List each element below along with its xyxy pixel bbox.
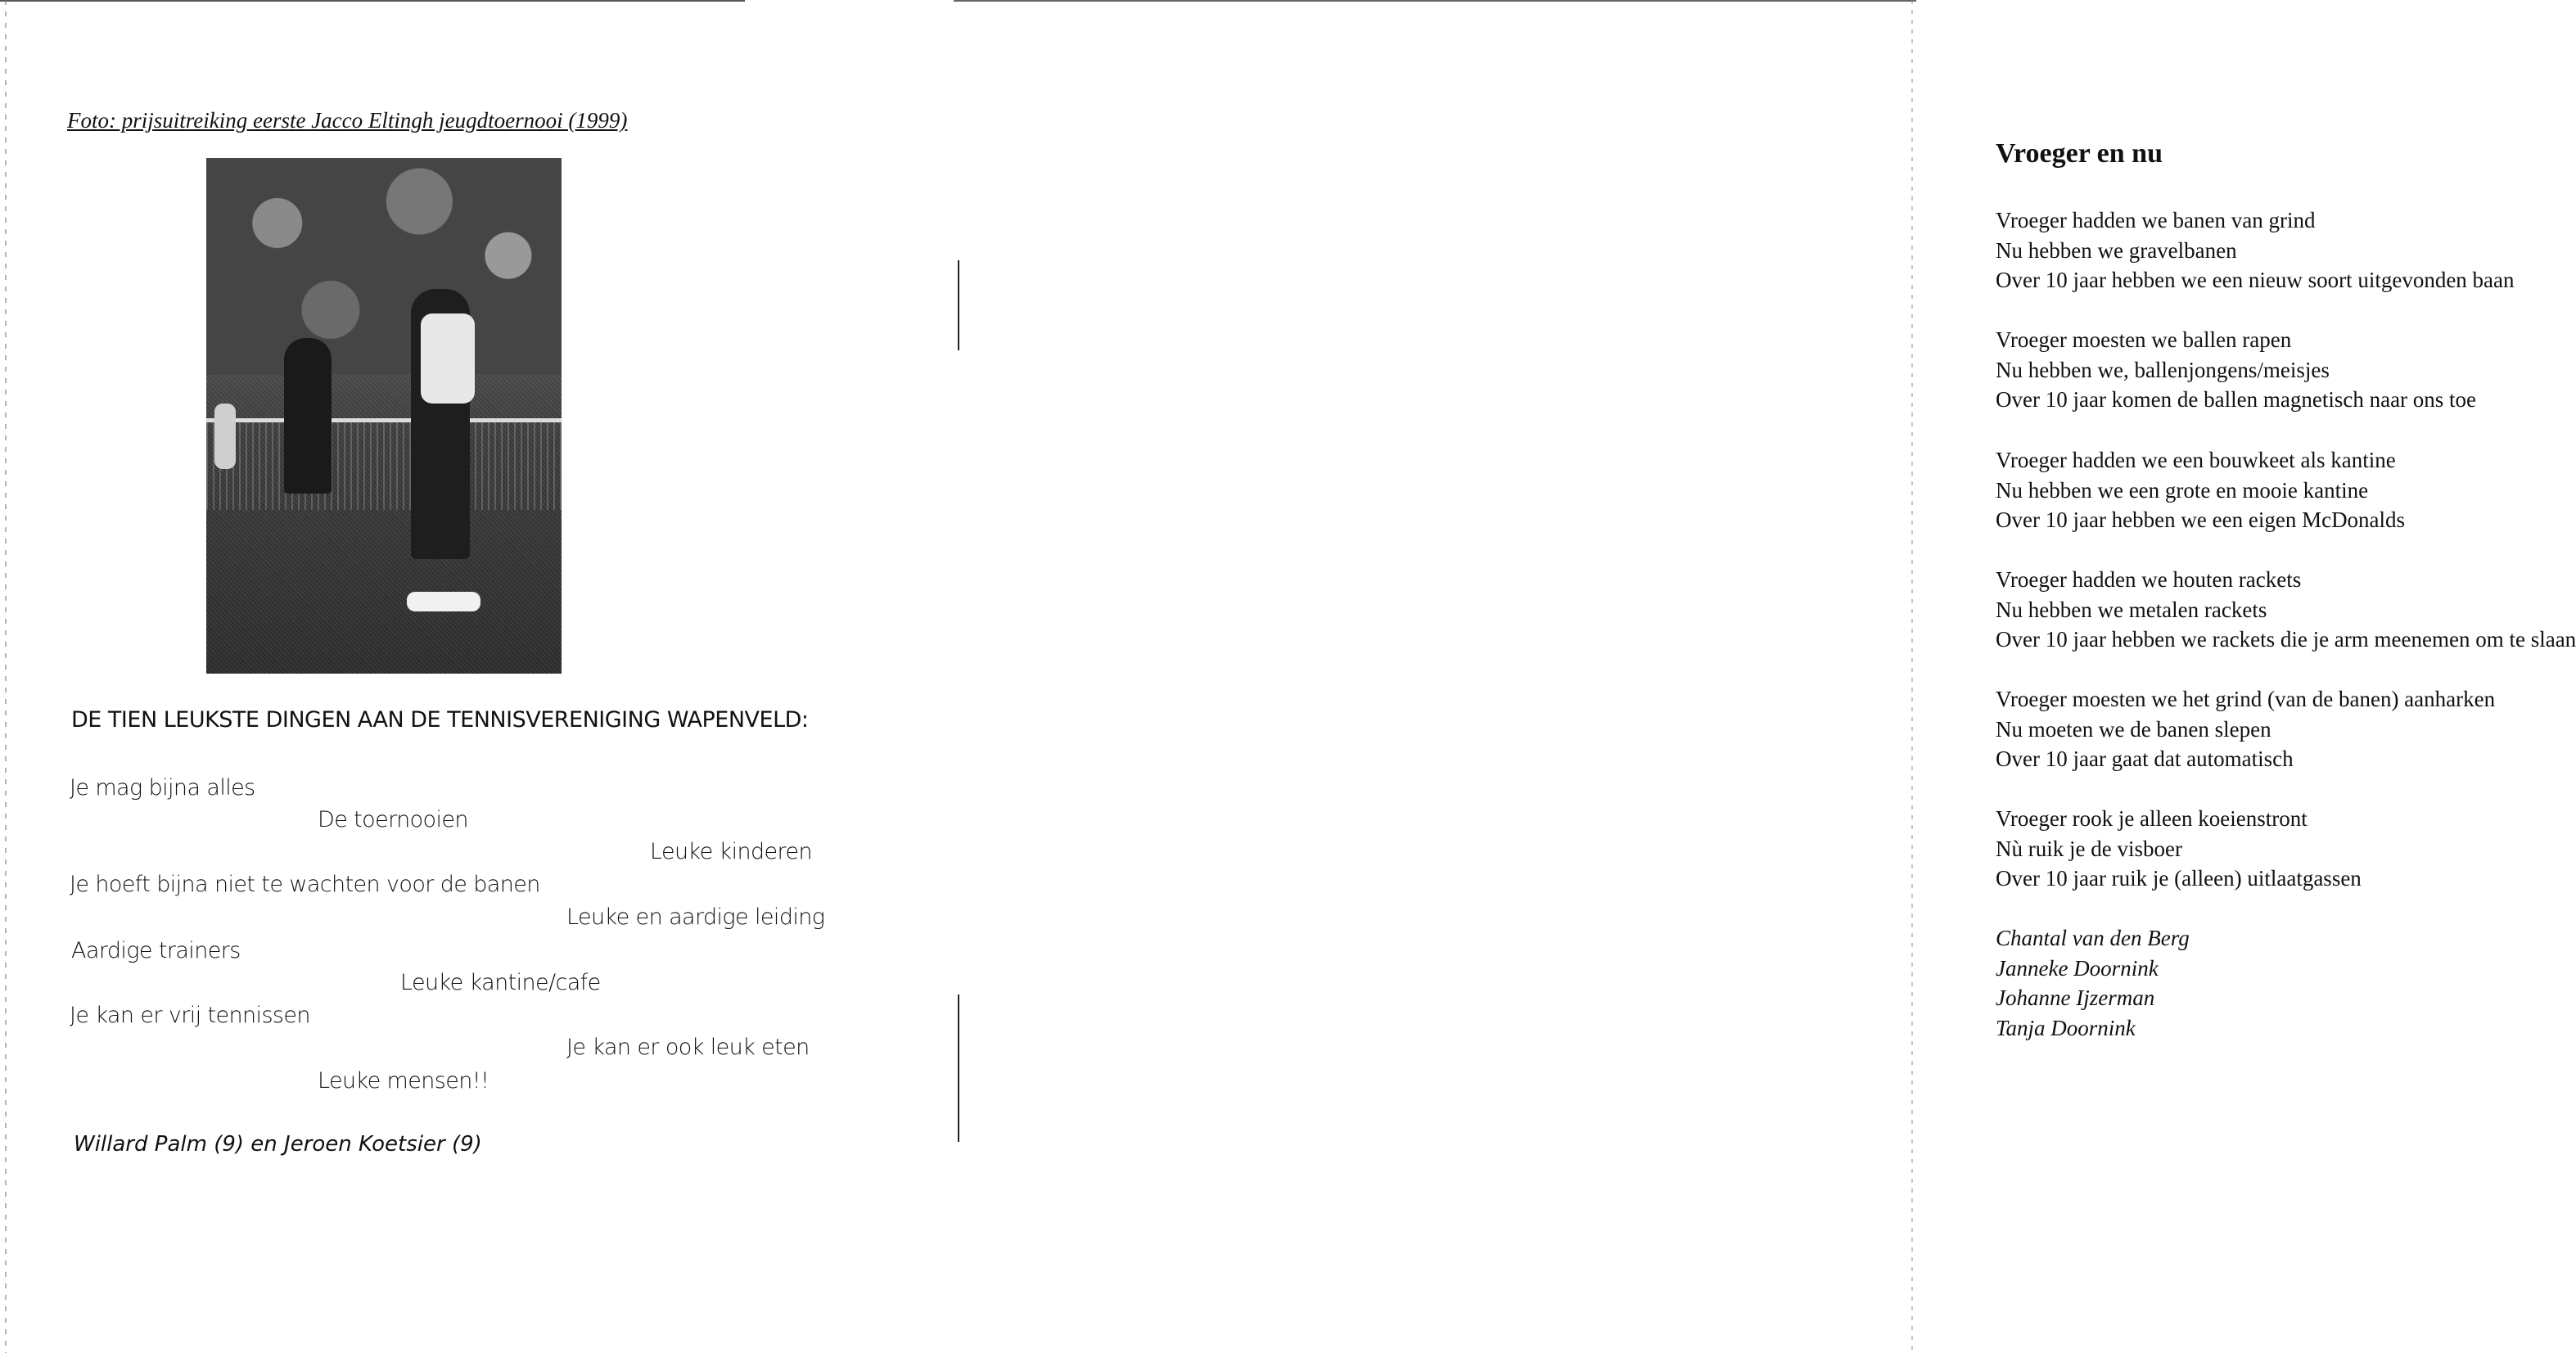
list-title: DE TIEN LEUKSTE DINGEN AAN DE TENNISVERENIGING WAPENVELD:	[71, 707, 809, 733]
author-name: Chantal van den Berg	[1996, 926, 2190, 950]
award-photo	[206, 158, 562, 674]
photo-child	[284, 338, 332, 494]
list-item: Je kan er ook leuk eten	[566, 1035, 810, 1060]
poem-title: Vroeger en nu	[1996, 138, 2163, 169]
poem-line: Over 10 jaar gaat dat automatisch	[1996, 746, 2294, 772]
photo-caption: Foto: prijsuitreiking eerste Jacco Eltingh jeugdtoernooi (1999)	[67, 108, 628, 133]
left-page	[0, 0, 958, 1353]
poem-line: Over 10 jaar hebben we een eigen McDonalds	[1996, 507, 2406, 533]
poem-stanza	[1996, 325, 2476, 415]
poem-line: Over 10 jaar hebben we een nieuw soort uitgevonden baan	[1996, 268, 2515, 293]
poem-stanza	[1996, 205, 2515, 295]
list-item: Je hoeft bijna niet te wachten voor de banen	[70, 872, 540, 897]
poem-line: Nu moeten we de banen slepen	[1996, 716, 2271, 742]
poem-line: Nu hebben we een grote en mooie kantine	[1996, 477, 2369, 503]
poem-line: Nu hebben we, ballenjongens/meisjes	[1996, 357, 2330, 382]
poem-stanza	[1996, 445, 2405, 535]
poem-stanza	[1996, 804, 2362, 894]
left-authors: Willard Palm (9) en Jeroen Koetsier (9)	[74, 1132, 482, 1157]
poem-stanza	[1996, 565, 2576, 655]
photo-tennis-net	[206, 420, 562, 510]
poem-line: Vroeger hadden we banen van grind	[1996, 208, 2316, 232]
list-item: Leuke en aardige leiding	[566, 904, 825, 930]
photo-shoes	[407, 592, 480, 611]
list-item: Leuke kinderen	[650, 839, 812, 864]
author-name: Tanja Doornink	[1996, 1015, 2136, 1040]
list-item: Je kan er vrij tennissen	[70, 1003, 310, 1028]
list-item: Leuke mensen!!	[318, 1068, 489, 1094]
poem-line: Over 10 jaar hebben we rackets die je arm meenemen om te slaan	[1996, 627, 2576, 652]
right-page	[958, 0, 2576, 1353]
list-item: Je mag bijna alles	[70, 775, 255, 801]
poem-line: Vroeger hadden we houten rackets	[1996, 567, 2302, 592]
photo-spectator	[214, 404, 236, 469]
list-item: Aardige trainers	[71, 938, 241, 963]
photo-trees	[206, 158, 562, 375]
list-item: Leuke kantine/cafe	[400, 970, 601, 995]
poem-line: Vroeger moesten we ballen rapen	[1996, 327, 2292, 352]
poem-line: Nu hebben we gravelbanen	[1996, 237, 2237, 263]
poem-line: Nu hebben we metalen rackets	[1996, 597, 2267, 622]
author-name: Janneke Doornink	[1996, 955, 2159, 981]
poem-line: Over 10 jaar ruik je (alleen) uitlaatgassen	[1996, 866, 2362, 891]
poem-line: Nù ruik je de visboer	[1996, 836, 2182, 861]
poem-line: Vroeger hadden we een bouwkeet als kantine	[1996, 448, 2396, 472]
list-item: De toernooien	[318, 807, 468, 832]
poem-line: Over 10 jaar komen de ballen magnetisch naar ons toe	[1996, 387, 2477, 413]
poem-stanza	[1996, 684, 2495, 774]
poem-line: Vroeger rook je alleen koeienstront	[1996, 806, 2308, 831]
author-name: Johanne Ijzerman	[1996, 985, 2155, 1011]
right-authors	[1996, 923, 2190, 1043]
poem-line: Vroeger moesten we het grind (van de banen) aanharken	[1996, 687, 2496, 711]
photo-white-shirt	[421, 313, 475, 404]
